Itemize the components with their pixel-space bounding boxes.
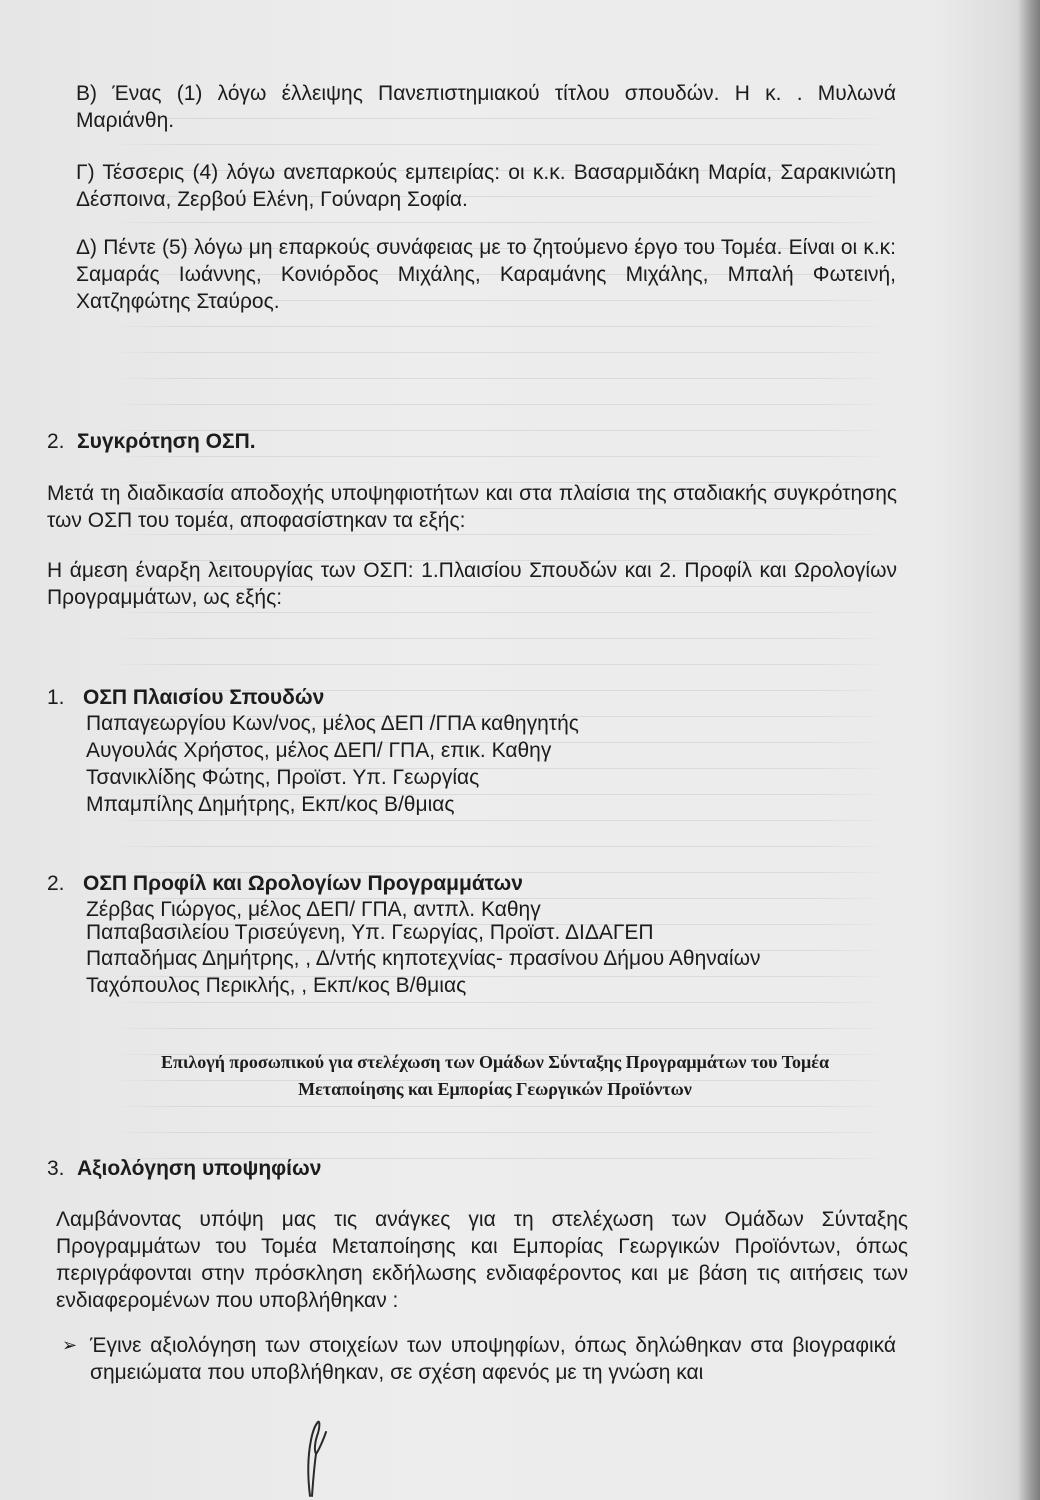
section-number: 2. bbox=[47, 430, 65, 453]
selection-title-line-2: Μεταποίησης και Εμπορίας Γεωργικών Προϊόντων bbox=[298, 1079, 692, 1099]
group-title: ΟΣΠ Προφίλ και Ωρολογίων Προγραμμάτων bbox=[83, 872, 523, 895]
bullet-text: Έγινε αξιολόγηση των στοιχείων των υποψηφίων, όπως δηλώθηκαν στα βιογραφικά σημειώματα που υποβλήθηκαν, σε σχέση αφενός με τη γνώση και bbox=[90, 1334, 896, 1384]
section-3-heading bbox=[47, 1157, 321, 1181]
evaluation-bullet bbox=[62, 1332, 896, 1386]
section-title: Αξιολόγηση υποψηφίων bbox=[77, 1157, 322, 1180]
group-2-member: Παπαδήμας Δημήτρης, , Δ/ντής κηποτεχνίας- πρασίνου Δήμου Αθηναίων bbox=[86, 947, 761, 970]
section-3-intro: Λαμβάνοντας υπόψη μας τις ανάγκες για τη στελέχωση των Ομάδων Σύνταξης Προγραμμάτων του Τομέα Μεταποίησης και Εμπορίας Γεωργικών Προϊόντων, όπως περιγράφονται στην πρόσκληση εκδήλωσης ενδιαφέροντος και με βάση τις αιτήσεις των ενδιαφερομένων που υποβλήθηκαν : bbox=[56, 1208, 908, 1312]
section-number: 3. bbox=[47, 1157, 65, 1180]
selection-title-line-1: Επιλογή προσωπικού για στελέχωση των Ομάδων Σύνταξης Προγραμμάτων του Τομέα bbox=[161, 1052, 829, 1072]
handwritten-initial-icon bbox=[280, 1410, 350, 1500]
paragraph-d: Δ) Πέντε (5) λόγω μη επαρκούς συνάφειας με το ζητούμενο έργο του Τομέα. Είναι οι κ.κ: Σαμαράς Ιωάννης, Κονιόρδος Μιχάλης, Καραμάνης Μιχάλης, Μπαλή Φωτεινή, Χατζηφώτης Σταύρος. bbox=[76, 236, 896, 313]
paragraph-g: Γ) Τέσσερις (4) λόγω ανεπαρκούς εμπειρίας: οι κ.κ. Βασαρμιδάκη Μαρία, Σαρακινιώτη Δέσποινα, Ζερβού Ελένη, Γούναρη Σοφία. bbox=[76, 161, 896, 211]
section-2-start: Η άμεση έναρξη λειτουργίας των ΟΣΠ: 1.Πλαισίου Σπουδών και 2. Προφίλ και Ωρολογίων Προγραμμάτων, ως εξής: bbox=[47, 559, 897, 609]
group-2-member: Παπαβασιλείου Τρισεύγενη, Υπ. Γεωργίας, Προϊστ. ΔΙΔΑΓΕΠ bbox=[86, 921, 654, 944]
section-2-intro: Μετά τη διαδικασία αποδοχής υποψηφιοτήτων και στα πλαίσια της σταδιακής συγκρότησης των ΟΣΠ του τομέα, αποφασίστηκαν τα εξής: bbox=[47, 482, 897, 532]
group-1-member: Τσανικλίδης Φώτης, Προϊστ. Υπ. Γεωργίας bbox=[86, 766, 480, 789]
group-1-member: Μπαμπίλης Δημήτρης, Εκπ/κος Β/θμιας bbox=[86, 793, 455, 816]
group-1-member: Αυγουλάς Χρήστος, μέλος ΔΕΠ/ ΓΠΑ, επικ. Καθηγ bbox=[86, 739, 552, 762]
paragraph-b: Β) Ένας (1) λόγω έλλειψης Πανεπιστημιακού τίτλου σπουδών. Η κ. . Μυλωνά Μαριάνθη. bbox=[76, 82, 896, 132]
arrow-bullet-icon: ➢ bbox=[62, 1335, 78, 1355]
group-1-heading bbox=[47, 686, 324, 710]
group-number: 2. bbox=[47, 872, 65, 895]
group-2-member: Ταχόπουλος Περικλής, , Εκπ/κος Β/θμιας bbox=[86, 974, 467, 997]
section-2-heading bbox=[47, 430, 256, 454]
group-2-heading bbox=[47, 872, 523, 896]
group-2-member: Ζέρβας Γιώργος, μέλος ΔΕΠ/ ΓΠΑ, αντπλ. Καθηγ bbox=[86, 898, 541, 921]
section-title: Συγκρότηση ΟΣΠ. bbox=[77, 430, 256, 453]
page-edge-shadow bbox=[1018, 0, 1040, 1500]
group-title: ΟΣΠ Πλαισίου Σπουδών bbox=[83, 686, 325, 709]
group-1-member: Παπαγεωργίου Κων/νος, μέλος ΔΕΠ /ΓΠΑ καθηγητής bbox=[86, 712, 579, 735]
group-number: 1. bbox=[47, 686, 65, 709]
